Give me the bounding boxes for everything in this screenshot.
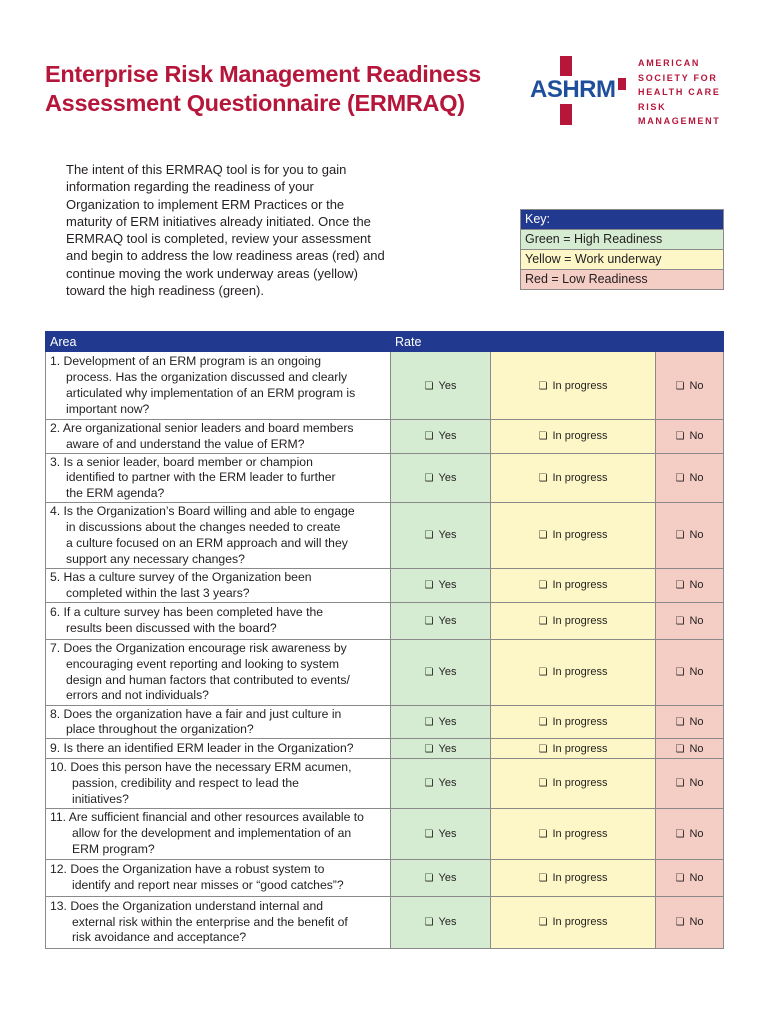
checkbox-icon[interactable]: ❏: [424, 431, 434, 443]
rate-yes-option[interactable]: [391, 759, 491, 808]
question-area: [46, 453, 391, 502]
intro-paragraph: [66, 161, 426, 299]
question-area: [46, 568, 391, 602]
table-row: [46, 705, 724, 739]
rate-option-label: No: [689, 777, 704, 790]
key-title: Key:: [521, 210, 723, 230]
rate-option-label: Yes: [438, 614, 457, 627]
logo-org-name: [638, 56, 721, 129]
question-line: 3. Is a senior leader, board member or champion: [50, 454, 313, 469]
question-line: 9. Is there an identified ERM leader in the Organization?: [50, 741, 354, 756]
question-line: 2. Are organizational senior leaders and board members: [50, 421, 354, 435]
rate-yes-option[interactable]: [391, 453, 491, 502]
rate-no-option[interactable]: [656, 420, 724, 454]
question-line: 12. Does the Organization have a robust system to: [50, 862, 325, 877]
rate-yes-option[interactable]: [391, 602, 491, 639]
rate-in-progress-option[interactable]: [491, 639, 656, 705]
rate-in-progress-option[interactable]: [491, 502, 656, 568]
question-line: 1. Development of an ERM program is an ongoing: [50, 354, 321, 369]
title-line-2: Assessment Questionnaire (ERMRAQ): [45, 90, 465, 116]
checkbox-icon[interactable]: ❏: [538, 743, 548, 755]
rate-option-label: Yes: [438, 715, 457, 728]
question-area: [46, 859, 391, 896]
rate-option-label: Yes: [438, 666, 457, 679]
rate-yes-option[interactable]: [391, 705, 491, 739]
table-row: [46, 759, 724, 808]
question-line: results been discussed with the board?: [66, 621, 277, 636]
rate-option-label: Yes: [438, 777, 457, 790]
logo-org-line: AMERICAN: [638, 58, 701, 68]
rate-in-progress-option[interactable]: [491, 759, 656, 808]
rate-no-option[interactable]: [656, 705, 724, 739]
question-line: 5. Has a culture survey of the Organization been: [50, 569, 312, 584]
question-line: 8. Does the organization have a fair and just culture in: [50, 706, 342, 721]
rate-yes-option[interactable]: [391, 739, 491, 759]
checkbox-icon[interactable]: ❏: [538, 530, 548, 542]
rate-option-label: In progress: [552, 666, 608, 679]
rate-in-progress-option[interactable]: [491, 420, 656, 454]
header-rate: Rate: [391, 332, 724, 352]
question-line: completed within the last 3 years?: [66, 585, 250, 600]
rate-option-label: In progress: [552, 579, 608, 592]
rate-yes-option[interactable]: [391, 352, 491, 420]
table-row: [46, 808, 724, 859]
checkbox-icon[interactable]: ❏: [675, 431, 685, 443]
table-row: [46, 896, 724, 948]
question-line: process. Has the organization discussed and clearly: [66, 370, 348, 385]
rate-in-progress-option[interactable]: [491, 896, 656, 948]
checkbox-icon[interactable]: ❏: [538, 380, 548, 392]
rate-option-label: Yes: [438, 430, 457, 443]
key-green: Green = High Readiness: [521, 230, 723, 250]
rate-in-progress-option[interactable]: [491, 859, 656, 896]
table-header-row: [46, 332, 724, 352]
rate-in-progress-option[interactable]: [491, 602, 656, 639]
rate-option-label: Yes: [438, 579, 457, 592]
question-line: identified to partner with the ERM leader to further: [66, 470, 336, 485]
rate-option-label: No: [689, 916, 704, 929]
checkbox-icon[interactable]: ❏: [675, 580, 685, 592]
checkbox-icon[interactable]: ❏: [538, 872, 548, 884]
rate-no-option[interactable]: [656, 896, 724, 948]
rate-option-label: In progress: [552, 529, 608, 542]
checkbox-icon[interactable]: ❏: [675, 872, 685, 884]
question-area: [46, 602, 391, 639]
rate-option-label: Yes: [438, 871, 457, 884]
rate-option-label: Yes: [438, 916, 457, 929]
rate-yes-option[interactable]: [391, 859, 491, 896]
checkbox-icon[interactable]: ❏: [675, 667, 685, 679]
checkbox-icon[interactable]: ❏: [424, 580, 434, 592]
readiness-key: [520, 209, 724, 290]
rate-option-label: In progress: [552, 871, 608, 884]
checkbox-icon[interactable]: ❏: [538, 472, 548, 484]
checkbox-icon[interactable]: ❏: [538, 828, 548, 840]
question-line: encouraging event reporting and looking to system: [66, 656, 340, 671]
checkbox-icon[interactable]: ❏: [675, 472, 685, 484]
rate-option-label: No: [689, 715, 704, 728]
rate-option-label: In progress: [552, 715, 608, 728]
intro-line: continue moving the work underway areas (yellow): [66, 265, 358, 281]
rate-yes-option[interactable]: [391, 502, 491, 568]
checkbox-icon[interactable]: ❏: [538, 580, 548, 592]
rate-option-label: No: [689, 579, 704, 592]
question-line: 10. Does this person have the necessary ERM acumen,: [50, 760, 352, 775]
question-line: a culture focused on an ERM approach and will they: [66, 535, 348, 550]
checkbox-icon[interactable]: ❏: [675, 615, 685, 627]
rate-no-option[interactable]: [656, 453, 724, 502]
question-line: the ERM agenda?: [66, 486, 165, 501]
rate-option-label: In progress: [552, 379, 608, 392]
checkbox-icon[interactable]: ❏: [424, 615, 434, 627]
rate-no-option[interactable]: [656, 602, 724, 639]
question-line: in discussions about the changes needed to create: [66, 520, 341, 535]
question-area: [46, 639, 391, 705]
checkbox-icon[interactable]: ❏: [675, 917, 685, 929]
checkbox-icon[interactable]: ❏: [424, 872, 434, 884]
rate-yes-option[interactable]: [391, 420, 491, 454]
logo-org-line: HEALTH CARE: [638, 87, 721, 97]
rate-option-label: No: [689, 379, 704, 392]
question-line: 13. Does the Organization understand internal and: [50, 898, 324, 913]
intro-line: toward the high readiness (green).: [66, 283, 265, 299]
question-area: [46, 808, 391, 859]
rate-option-label: No: [689, 529, 704, 542]
checkbox-icon[interactable]: ❏: [675, 716, 685, 728]
logo-abbr: ASHRM: [530, 76, 616, 103]
rate-no-option[interactable]: [656, 859, 724, 896]
checkbox-icon[interactable]: ❏: [538, 431, 548, 443]
rate-option-label: Yes: [438, 379, 457, 392]
table-row: [46, 502, 724, 568]
rate-option-label: No: [689, 666, 704, 679]
rate-option-label: Yes: [438, 471, 457, 484]
checkbox-icon[interactable]: ❏: [424, 380, 434, 392]
question-line: 6. If a culture survey has been completed have the: [50, 605, 324, 620]
table-row: [46, 453, 724, 502]
rate-in-progress-option[interactable]: [491, 568, 656, 602]
checkbox-icon[interactable]: ❏: [538, 716, 548, 728]
checkbox-icon[interactable]: ❏: [538, 667, 548, 679]
rate-yes-option[interactable]: [391, 896, 491, 948]
rate-no-option[interactable]: [656, 759, 724, 808]
question-line: errors and not individuals?: [66, 688, 209, 703]
question-area: [46, 352, 391, 420]
checkbox-icon[interactable]: ❏: [675, 530, 685, 542]
rate-in-progress-option[interactable]: [491, 739, 656, 759]
intro-line: The intent of this ERMRAQ tool is for you to gain: [66, 162, 347, 177]
rate-option-label: In progress: [552, 916, 608, 929]
rate-option-label: In progress: [552, 777, 608, 790]
question-line: identify and report near misses or “good catches”?: [72, 878, 344, 893]
checkbox-icon[interactable]: ❏: [424, 667, 434, 679]
rate-option-label: In progress: [552, 614, 608, 627]
question-area: [46, 896, 391, 948]
question-area: [46, 420, 391, 454]
rate-no-option[interactable]: [656, 808, 724, 859]
rate-no-option[interactable]: [656, 739, 724, 759]
question-area: [46, 759, 391, 808]
table-row: [46, 739, 724, 759]
rate-option-label: No: [689, 614, 704, 627]
question-line: passion, credibility and respect to lead the: [72, 775, 299, 790]
question-line: aware of and understand the value of ERM?: [66, 436, 305, 451]
checkbox-icon[interactable]: ❏: [424, 716, 434, 728]
checkbox-icon[interactable]: ❏: [424, 743, 434, 755]
assessment-table: [45, 331, 724, 949]
rate-option-label: No: [689, 742, 704, 755]
key-red: Red = Low Readiness: [521, 270, 723, 289]
rate-in-progress-option[interactable]: [491, 705, 656, 739]
rate-option-label: Yes: [438, 742, 457, 755]
header-area: Area: [46, 332, 391, 352]
table-row: [46, 602, 724, 639]
checkbox-icon[interactable]: ❏: [538, 778, 548, 790]
checkbox-icon[interactable]: ❏: [675, 828, 685, 840]
question-line: articulated why implementation of an ERM program is: [66, 386, 356, 400]
table-row: [46, 420, 724, 454]
question-line: external risk within the enterprise and the benefit of: [72, 914, 348, 929]
checkbox-icon[interactable]: ❏: [424, 828, 434, 840]
question-line: important now?: [66, 401, 150, 416]
rate-no-option[interactable]: [656, 639, 724, 705]
intro-line: ERMRAQ tool is completed, review your assessment: [66, 231, 371, 247]
checkbox-icon[interactable]: ❏: [675, 778, 685, 790]
question-line: 11. Are sufficient financial and other resources available to: [50, 810, 364, 825]
rate-no-option[interactable]: [656, 502, 724, 568]
rate-in-progress-option[interactable]: [491, 352, 656, 420]
table-row: [46, 639, 724, 705]
key-yellow: Yellow = Work underway: [521, 250, 723, 270]
table-row: [46, 859, 724, 896]
rate-yes-option[interactable]: [391, 568, 491, 602]
rate-option-label: In progress: [552, 471, 608, 484]
title-line-1: Enterprise Risk Management Readiness: [45, 61, 481, 87]
rate-option-label: No: [689, 827, 704, 840]
page-title: [45, 60, 515, 118]
checkbox-icon[interactable]: ❏: [538, 917, 548, 929]
checkbox-icon[interactable]: ❏: [675, 380, 685, 392]
checkbox-icon[interactable]: ❏: [538, 615, 548, 627]
ashrm-logo: [528, 56, 758, 126]
question-area: [46, 502, 391, 568]
question-line: design and human factors that contributed to events/: [66, 672, 350, 687]
rate-option-label: No: [689, 871, 704, 884]
question-line: support any necessary changes?: [66, 551, 245, 566]
table-row: [46, 568, 724, 602]
question-line: allow for the development and implementation of an: [72, 826, 352, 841]
logo-org-line: SOCIETY FOR: [638, 72, 718, 83]
logo-org-line: RISK: [638, 101, 667, 112]
rate-option-label: Yes: [438, 827, 457, 840]
rate-no-option[interactable]: [656, 352, 724, 420]
rate-option-label: In progress: [552, 742, 608, 755]
table-row: [46, 352, 724, 420]
question-line: place throughout the organization?: [66, 722, 254, 737]
question-line: risk avoidance and acceptance?: [72, 930, 247, 945]
logo-org-line: MANAGEMENT: [638, 116, 721, 126]
question-area: [46, 705, 391, 739]
intro-line: Organization to implement ERM Practices or the: [66, 196, 345, 212]
question-line: 7. Does the Organization encourage risk awareness by: [50, 640, 347, 655]
checkbox-icon[interactable]: ❏: [424, 917, 434, 929]
rate-option-label: In progress: [552, 827, 608, 840]
rate-option-label: No: [689, 471, 704, 484]
rate-no-option[interactable]: [656, 568, 724, 602]
checkbox-icon[interactable]: ❏: [424, 530, 434, 542]
intro-line: and begin to address the low readiness areas (red) and: [66, 248, 385, 264]
question-line: initiatives?: [72, 791, 129, 806]
rate-in-progress-option[interactable]: [491, 808, 656, 859]
checkbox-icon[interactable]: ❏: [675, 743, 685, 755]
rate-yes-option[interactable]: [391, 808, 491, 859]
rate-option-label: No: [689, 430, 704, 443]
checkbox-icon[interactable]: ❏: [424, 778, 434, 790]
rate-option-label: Yes: [438, 529, 457, 542]
rate-yes-option[interactable]: [391, 639, 491, 705]
question-line: ERM program?: [72, 841, 155, 856]
question-area: [46, 739, 391, 759]
checkbox-icon[interactable]: ❏: [424, 472, 434, 484]
question-line: 4. Is the Organization’s Board willing and able to engage: [50, 504, 355, 519]
rate-in-progress-option[interactable]: [491, 453, 656, 502]
intro-line: maturity of ERM initiatives already initiated. Once the: [66, 213, 371, 229]
intro-line: information regarding the readiness of your: [66, 179, 314, 195]
rate-option-label: In progress: [552, 430, 608, 443]
